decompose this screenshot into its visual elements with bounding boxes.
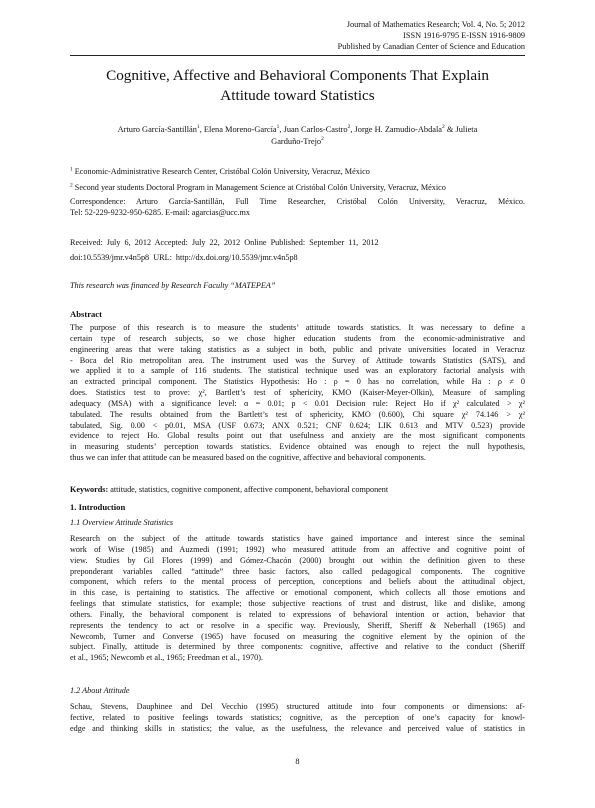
abstract-heading: Abstract bbox=[70, 309, 102, 319]
journal-header bbox=[225, 20, 525, 52]
paragraph-line: edge and thinking skills in statistics; the value, as the usefulness, the relevance and perceived value of statistics in bbox=[70, 723, 525, 733]
keywords-text: attitude, statistics, cognitive component, affective component, behavioral component bbox=[108, 485, 389, 494]
header-rule bbox=[70, 55, 525, 56]
paragraph-line: fective, related to positive feelings towards statistics; cognitive, as the perception of one’s capacity for knowl- bbox=[70, 712, 525, 722]
subsection-heading-overview: 1.1 Overview Attitude Statistics bbox=[70, 518, 174, 527]
author-affil-sup: 2 bbox=[442, 124, 445, 131]
author-name: , Juan Carlos-Castro bbox=[279, 125, 348, 134]
affiliation-sup: 1 bbox=[70, 166, 73, 173]
author-list bbox=[80, 124, 515, 147]
abstract-line: thus we can infer that attitude can be measured based on the cognitive, affective and behavioral components. bbox=[70, 453, 426, 463]
author-name: & Julieta bbox=[444, 125, 478, 134]
abstract-line: - Boca del Rio metropolitan area. The instrument used was the Survey of Attitude towards Statistics (SATS), and bbox=[70, 355, 525, 365]
paragraph-line: Schau, Stevens, Dauphinee and Del Vecchio (1995) structured attitude into four components or dimensions: af- bbox=[70, 702, 525, 711]
page-number: 8 bbox=[295, 757, 300, 766]
correspondence-line: Correspondence: Arturo García-Santillán, Full Time Researcher, Cristóbal Colón University, Veracruz, México. bbox=[70, 197, 525, 206]
affiliation-2 bbox=[70, 183, 525, 194]
affiliation-text: Economic-Administrative Research Center, Cristóbal Colón University, Veracruz, México bbox=[72, 167, 370, 176]
page-title bbox=[80, 66, 515, 106]
abstract-line: does. Statistics test to prove: χ², Bartlett’s test of sphericity, KMO (Kaiser-Meyer-Olkin), Measure of sampling bbox=[70, 388, 525, 398]
paragraph-line: component, which refers to the mental process of perception, conceptions and beliefs about the attitudinal object, bbox=[70, 577, 525, 587]
article-doi[interactable]: doi:10.5539/jmr.v4n5p8 URL: http://dx.doi.org/10.5539/jmr.v4n5p8 bbox=[70, 253, 298, 262]
affiliation-sup: 2 bbox=[70, 182, 73, 189]
title-line-1: Cognitive, Affective and Behavioral Components That Explain bbox=[106, 67, 489, 84]
abstract-line: we applied it to a sample of 116 students. The statistical technique used was an exploratory factorial analysis with bbox=[70, 366, 525, 376]
paragraph-line: in this case, is pertaining to statistics. The affective or emotional component, which collects all those emotions and bbox=[70, 588, 525, 598]
keywords bbox=[70, 485, 525, 496]
author-line-1 bbox=[80, 124, 515, 136]
journal-publisher: Published by Canadian Center of Science and Education bbox=[337, 41, 525, 51]
abstract-line: engineering areas that were taking statistics as a subject in both, public and private universities located in Veracruz bbox=[70, 344, 525, 354]
author-affil-sup: 1 bbox=[276, 124, 280, 131]
section-heading-introduction: 1. Introduction bbox=[70, 502, 126, 512]
journal-name: Journal of Mathematics Research; Vol. 4, No. 5; 2012 bbox=[346, 20, 525, 29]
abstract-body bbox=[70, 323, 525, 464]
keywords-label: Keywords: bbox=[70, 485, 109, 494]
author-name: , Jorge H. Zamudio-Abdala bbox=[350, 125, 443, 134]
intro-paragraph bbox=[70, 534, 525, 664]
subsection-heading-attitude: 1.2 About Attitude bbox=[70, 686, 130, 695]
paragraph-line: work of Wise (1985) and Auzmedi (1991; 1992) who measured attitude from an affective and cognitive point of bbox=[70, 544, 525, 554]
correspondence-line: Tel: 52-229-9232-950-6285. E-mail: agarcias@ucc.mx bbox=[70, 207, 250, 217]
paragraph-line: others. Finally, the behavioral component is related to expressions of behavioral intention or action, behavior that bbox=[70, 609, 525, 619]
abstract-line: in measuring students’ perception towards statistics. Evidence obtained was enough to reject the null hypothesis, bbox=[70, 442, 525, 452]
affiliation-text: Second year students Doctoral Program in Management Science at Cristóbal Colón University, Veracruz, México bbox=[72, 183, 446, 192]
abstract-line: tabulated, Sig. 0.00 < p0.01, MSA (USF 0.673; ANX 0.521; CNF 0.624; LIK 0.613 and MTV 0.523) provide bbox=[70, 420, 525, 430]
attitude-paragraph bbox=[70, 702, 525, 735]
paragraph-line: view. Studies by Gil Flores (1999) and Gómez-Chacón (2000) brought out within the definition given to these bbox=[70, 555, 525, 565]
paragraph-line: feelings that stimulate statistics, for example; those subjective reactions of trust and distrust, like and dislike, among bbox=[70, 599, 525, 609]
author-affil-sup: 2 bbox=[347, 124, 351, 131]
author-name: Garduño-Trejo bbox=[271, 136, 322, 146]
abstract-line: evidence to reject Ho. Global results point out that usefulness and anxiety are the most significant components bbox=[70, 431, 525, 441]
abstract-line: an extracted principal component. The Statistics Hypothesis: Ho : ρ = 0 has no correlation, while Ha : ρ ≠ 0 bbox=[70, 377, 525, 387]
abstract-line: The purpose of this research is to measure the students’ attitude towards statistics. It was necessary to define a bbox=[70, 323, 525, 332]
title-line-2: Attitude toward Statistics bbox=[220, 87, 375, 104]
abstract-line: tabulated. The results obtained from the Bartlett’s test of sphericity, KMO (0.600), Chi square χ² 74.146 > χ² bbox=[70, 409, 525, 419]
abstract-line: adequacy (MSA) with a significance level: α = 0.01; p < 0.01 Decision rule: Reject Ho if χ² calculated > χ² bbox=[70, 398, 525, 408]
author-name: Arturo García-Santillán bbox=[117, 125, 197, 134]
paragraph-line: preponderant variables called “attitude” three basic factors, also called pedagogical components. The cognitive bbox=[70, 566, 525, 576]
paragraph-line: subject. Finally, attitude is determined by three components: cognitive, affective and relative to the conduct (Sheriff bbox=[70, 642, 525, 652]
correspondence bbox=[70, 197, 525, 219]
journal-issn: ISSN 1916-9795 E-ISSN 1916-9809 bbox=[403, 30, 525, 40]
author-line-2 bbox=[80, 136, 515, 148]
paragraph-line: et al., 1965; Newcomb et al., 1965; Freedman et al., 1970). bbox=[70, 653, 264, 663]
funding-note: This research was financed by Research Faculty “MATEPEA” bbox=[70, 281, 276, 290]
paragraph-line: Research on the subject of the attitude towards statistics have gained importance and interest since the seminal bbox=[70, 534, 525, 543]
paragraph-line: Newcomb, Turner and Converse (1965) have focused on measuring the cognitive element by the opinion of the bbox=[70, 631, 525, 641]
author-affil-sup: 1 bbox=[196, 124, 200, 131]
article-dates: Received: July 6, 2012 Accepted: July 22, 2012 Online Published: September 11, 2012 bbox=[70, 238, 379, 247]
author-affil-sup: 2 bbox=[321, 135, 324, 142]
paragraph-line: represents the tendency to act or resolve in a specific way. Previously, Sheriff, Sheriff & Neberhall (1965) and bbox=[70, 620, 525, 630]
affiliation-1 bbox=[70, 167, 525, 178]
author-name: , Elena Moreno-García bbox=[199, 125, 277, 134]
abstract-line: certain type of research subjects, so we chose higher education students from the economic-administrative and bbox=[70, 333, 525, 343]
